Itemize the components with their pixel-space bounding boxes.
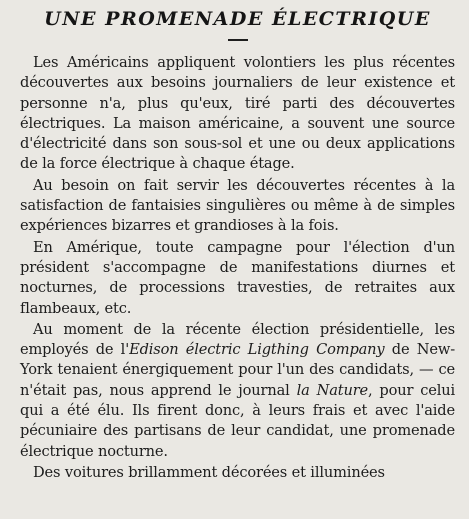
- paragraph-4: [20, 320, 455, 462]
- article-title: UNE PROMENADE ÉLECTRIQUE: [44, 8, 431, 30]
- journal-name: la Nature: [296, 381, 369, 399]
- paragraph-3: En Amérique, toute campagne pour l'élection d'un président s'accompagne de manifestations diurnes et nocturnes, de processions travesties, de retraites aux flambeaux, etc.: [20, 238, 455, 317]
- paragraph-1: Les Américains appliquent volontiers les plus récentes découvertes aux besoins journaliers de leur existence et personne n'a, plus qu'eux, tiré parti des découvertes électriques. La maison américaine, a souvent une source d'électricité dans son sous-sol et une ou deux applications de la force électrique à chaque étage.: [20, 54, 455, 173]
- article-body: [20, 53, 455, 483]
- paragraph-4-text-2: de New-York tenaient énergiquement pour l'un des candidats, — ce n'était pas, nous apprend le journal: [20, 341, 455, 399]
- paragraph-5: Des voitures brillamment décorées et illuminées: [33, 463, 385, 481]
- paragraph-2: Au besoin on fait servir les découvertes récentes à la satisfaction de fantaisies singulières ou même à de simples expériences bizarres et grandioses à la fois.: [20, 176, 455, 235]
- company-name: Edison électric Ligthing Company: [129, 341, 385, 359]
- paragraph-4-text-3: , pour celui qui a été élu. Ils firent donc, à leurs frais et avec l'aide pécuniaire des partisans de leur candidat, une promenade électrique nocturne.: [20, 381, 456, 460]
- title-divider: [228, 39, 248, 41]
- paragraph-4-text-1: Au moment de la récente élection présidentielle, les employés de l': [20, 320, 455, 359]
